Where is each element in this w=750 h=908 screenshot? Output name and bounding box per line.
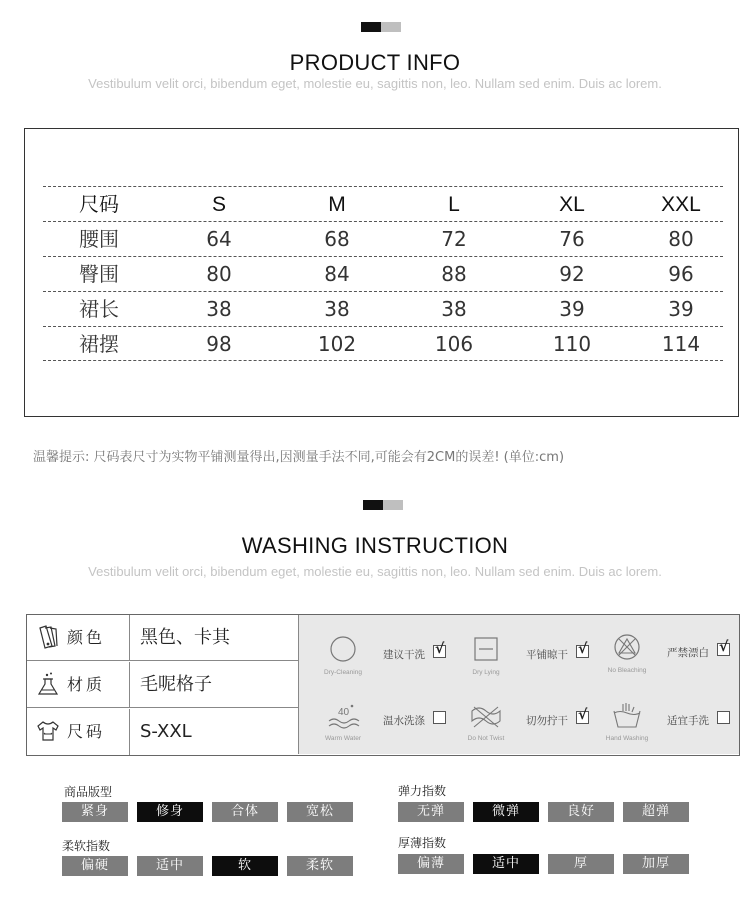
- washing-subtitle: Vestibulum velit orci, bibendum eget, molestie eu, sagittis non, leo. Nullam sed enim. Duis ac lorem.: [88, 564, 662, 579]
- fit-index-title: 商品版型: [64, 785, 113, 799]
- wash-label: 严禁漂白: [667, 647, 709, 659]
- table-cell: 38: [206, 297, 232, 321]
- table-row: [43, 291, 723, 326]
- wash-checkbox: [433, 641, 446, 658]
- table-row: [43, 256, 723, 291]
- attribute-value: S-XXL: [140, 721, 192, 742]
- table-cell: 114: [661, 332, 701, 356]
- size-header-cell: 尺码: [79, 192, 119, 216]
- elastic-option: 无弹: [398, 802, 464, 822]
- wash-item-no-bleach: [597, 633, 737, 683]
- hand-wash-icon: [607, 701, 647, 735]
- thickness-option: 厚: [548, 854, 614, 874]
- table-cell: 96: [668, 262, 694, 286]
- wash-caption: No Bleaching: [607, 667, 647, 674]
- softness-option: 适中: [137, 856, 203, 876]
- table-cell: 68: [324, 227, 350, 251]
- attribute-value: 毛呢格子: [140, 674, 212, 695]
- elastic-index-options: [398, 802, 698, 822]
- wash-label: 建议干洗: [383, 649, 425, 661]
- wash-item-warm-water: [313, 701, 453, 751]
- elastic-option: 超弹: [623, 802, 689, 822]
- wash-caption: Hand Washing: [605, 735, 649, 742]
- softness-index-title: 柔软指数: [62, 839, 111, 853]
- thickness-index-title: 厚薄指数: [398, 836, 447, 850]
- softness-option: 偏硬: [62, 856, 128, 876]
- check-mark-icon: √: [435, 641, 445, 657]
- color-swatch-icon: [35, 624, 61, 650]
- size-header-cell: L: [448, 193, 460, 216]
- wash-checkbox: [576, 641, 589, 658]
- thickness-index-options: [398, 854, 698, 874]
- table-cell: 88: [441, 262, 467, 286]
- table-cell: 39: [559, 297, 585, 321]
- table-cell: 106: [434, 332, 474, 356]
- wash-checkbox: [717, 711, 730, 724]
- elastic-index-title: 弹力指数: [398, 784, 447, 798]
- fit-option: 紧身: [62, 802, 128, 822]
- row-label: 腰围: [79, 227, 119, 251]
- wash-label: 平铺晾干: [526, 649, 568, 661]
- table-cell: 64: [206, 227, 232, 251]
- size-table: [43, 186, 723, 361]
- product-info-title: PRODUCT INFO: [289, 50, 461, 75]
- wash-item-dry-flat: [456, 635, 596, 685]
- wash-item-hand-wash: [597, 701, 737, 751]
- wash-instructions-panel: [298, 615, 739, 754]
- section-divider-icon: [361, 22, 401, 32]
- table-row: [43, 221, 723, 256]
- check-mark-icon: √: [719, 639, 729, 655]
- wash-checkbox: [433, 711, 446, 724]
- section-divider-icon: [363, 500, 403, 510]
- product-attributes-panel: [26, 614, 740, 756]
- attribute-label-cell: [27, 662, 130, 707]
- wash-label: 切勿拧干: [526, 715, 568, 727]
- wash-label: 适宜手洗: [667, 715, 709, 727]
- table-cell: 38: [441, 297, 467, 321]
- softness-index-options: [62, 856, 362, 876]
- table-cell: 98: [206, 332, 232, 356]
- wash-label: 温水洗涤: [383, 715, 425, 727]
- no-bleach-icon: [607, 633, 647, 667]
- warm-water-icon: [323, 701, 363, 735]
- washing-title: WASHING INSTRUCTION: [241, 533, 509, 558]
- attribute-value: 黑色、卡其: [140, 627, 230, 648]
- no-twist-icon: [466, 701, 506, 735]
- table-cell: 84: [324, 262, 350, 286]
- material-flask-icon: [35, 671, 61, 697]
- table-cell: 102: [317, 332, 357, 356]
- size-chart: [24, 128, 739, 417]
- table-cell: 80: [206, 262, 232, 286]
- table-cell: 80: [668, 227, 694, 251]
- table-cell: 39: [668, 297, 694, 321]
- thickness-option: 加厚: [623, 854, 689, 874]
- table-cell: 38: [324, 297, 350, 321]
- wash-item-dry-clean: [313, 635, 453, 685]
- attribute-row-color: [27, 615, 298, 661]
- size-shirt-icon: [35, 718, 61, 744]
- row-label: 裙长: [79, 297, 119, 321]
- fit-option: 宽松: [287, 802, 353, 822]
- wash-checkbox: [576, 707, 589, 724]
- attribute-label-cell: [27, 709, 130, 755]
- row-label: 裙摆: [79, 332, 119, 356]
- size-header-cell: XXL: [661, 193, 701, 216]
- attribute-list: [27, 615, 298, 754]
- table-row: [43, 326, 723, 361]
- size-header-cell: S: [211, 193, 226, 216]
- elastic-option: 良好: [548, 802, 614, 822]
- table-cell: 76: [559, 227, 585, 251]
- softness-option: 柔软: [287, 856, 353, 876]
- attribute-label: 材质: [67, 675, 106, 694]
- wash-caption: Dry-Cleaning: [324, 669, 362, 676]
- size-table-header: [43, 186, 723, 221]
- product-info-subtitle: Vestibulum velit orci, bibendum eget, molestie eu, sagittis non, leo. Nullam sed enim. Duis ac lorem.: [88, 76, 662, 91]
- attribute-row-material: [27, 662, 298, 708]
- row-label: 臀围: [79, 262, 119, 286]
- attribute-label: 颜色: [67, 628, 106, 647]
- softness-option: 软: [212, 856, 278, 876]
- check-mark-icon: √: [578, 641, 588, 657]
- elastic-option: 微弹: [473, 802, 539, 822]
- thickness-option: 适中: [473, 854, 539, 874]
- wash-caption: Do Not Twist: [467, 735, 505, 742]
- fit-option: 修身: [137, 802, 203, 822]
- size-header-cell: M: [328, 193, 346, 216]
- table-cell: 110: [552, 332, 592, 356]
- fit-option: 合体: [212, 802, 278, 822]
- size-header-cell: XL: [559, 193, 585, 216]
- wash-item-no-twist: [456, 701, 596, 751]
- attribute-label: 尺码: [67, 722, 106, 741]
- dry-clean-icon: [323, 635, 363, 669]
- fit-index-options: [62, 802, 362, 822]
- table-cell: 72: [441, 227, 467, 251]
- check-mark-icon: √: [578, 707, 588, 723]
- dry-flat-icon: [466, 635, 506, 669]
- thickness-option: 偏薄: [398, 854, 464, 874]
- measurement-tip: 温馨提示: 尺码表尺寸为实物平铺测量得出,因测量手法不同,可能会有2CM的误差! (单位:cm): [33, 450, 565, 465]
- wash-checkbox: [717, 639, 730, 656]
- table-cell: 92: [559, 262, 585, 286]
- attribute-label-cell: [27, 615, 130, 660]
- wash-caption: Warm Water: [325, 735, 361, 742]
- water-temp-label: 40: [338, 707, 350, 718]
- attribute-row-size: [27, 709, 298, 755]
- wash-caption: Dry Lying: [472, 669, 500, 676]
